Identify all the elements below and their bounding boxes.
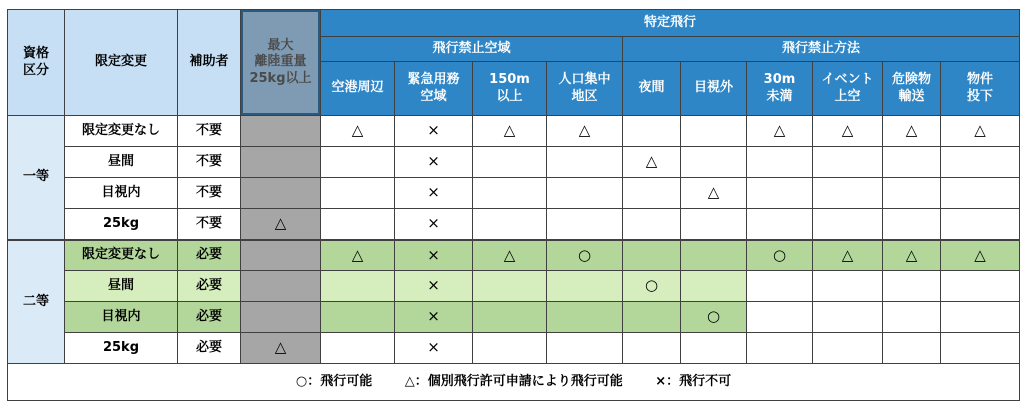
column-header-label: 150m 以上 xyxy=(489,72,530,104)
assistant-cell xyxy=(178,116,241,147)
permission-cell-text: ○ xyxy=(772,245,787,264)
permission-cell xyxy=(321,240,395,271)
limitation-cell-text: 25kg xyxy=(102,215,140,231)
permission-cell xyxy=(547,116,623,147)
assistant-cell-text: 不要 xyxy=(195,122,222,138)
permission-cell xyxy=(321,209,395,240)
limitation-cell-text: 目視内 xyxy=(101,308,141,324)
column-header xyxy=(473,62,547,116)
table-row xyxy=(8,240,1020,271)
permission-cell-text: × xyxy=(427,152,440,171)
permission-cell xyxy=(681,116,747,147)
grade-label xyxy=(8,116,65,240)
permission-cell xyxy=(623,209,681,240)
permission-cell xyxy=(681,178,747,209)
permission-cell-text: △ xyxy=(578,121,591,140)
permission-cell xyxy=(623,147,681,178)
permission-cell xyxy=(941,116,1020,147)
column-header xyxy=(547,62,623,116)
assistant-cell xyxy=(178,302,241,333)
permission-cell xyxy=(321,271,395,302)
permission-cell xyxy=(681,240,747,271)
header-assistant-text: 補助者 xyxy=(189,54,229,70)
permission-cell xyxy=(941,147,1020,178)
header-restricted-airspace-text: 飛行禁止空域 xyxy=(432,40,511,56)
column-header xyxy=(395,62,473,116)
assistant-cell-text: 不要 xyxy=(195,153,222,169)
column-header-label: 30m 未満 xyxy=(763,72,796,104)
max-weight-cell xyxy=(241,209,321,240)
table-row xyxy=(8,147,1020,178)
max-weight-cell xyxy=(241,178,321,209)
permission-cell xyxy=(813,178,883,209)
permission-cell xyxy=(747,147,813,178)
legend-possible: ○：飛行可能 xyxy=(295,373,373,389)
header-restricted-methods-text: 飛行禁止方法 xyxy=(782,40,861,56)
permission-cell-text: △ xyxy=(841,121,854,140)
column-header xyxy=(883,62,941,116)
table-row xyxy=(8,271,1020,302)
permission-cell-text: △ xyxy=(707,183,720,202)
limitation-cell xyxy=(65,302,178,333)
header-max-weight-text: 最大 離陸重量 25kg以上 xyxy=(249,38,312,86)
permission-cell-text: △ xyxy=(351,245,364,264)
assistant-cell-text: 必要 xyxy=(195,339,222,355)
permission-cell xyxy=(473,178,547,209)
table-row xyxy=(8,116,1020,147)
column-header-label: 人口集中 地区 xyxy=(558,72,611,104)
permission-cell-text: △ xyxy=(974,245,986,264)
limitation-cell xyxy=(65,271,178,302)
permission-cell xyxy=(623,302,681,333)
permission-cell xyxy=(547,302,623,333)
permission-cell xyxy=(883,147,941,178)
column-header-label: 危険物 輸送 xyxy=(891,72,931,104)
assistant-cell xyxy=(178,178,241,209)
column-header xyxy=(321,62,395,116)
permission-cell-text: △ xyxy=(503,121,516,140)
column-header-label: 空港周辺 xyxy=(331,80,384,96)
column-header-label: 目視外 xyxy=(693,80,733,96)
max-weight-cell-text: △ xyxy=(274,214,287,233)
permission-cell xyxy=(747,302,813,333)
column-header-label: イベント 上空 xyxy=(821,72,874,104)
permission-cell xyxy=(547,147,623,178)
assistant-cell xyxy=(178,333,241,364)
permission-cell xyxy=(321,333,395,364)
header-limitation-change-text: 限定変更 xyxy=(94,54,147,70)
permission-cell xyxy=(747,333,813,364)
assistant-cell xyxy=(178,240,241,271)
permission-cell xyxy=(547,333,623,364)
max-weight-cell xyxy=(241,147,321,178)
limitation-cell xyxy=(65,209,178,240)
permission-cell xyxy=(623,116,681,147)
header-qualification-text: 資格 区分 xyxy=(22,46,49,78)
permission-cell-text: × xyxy=(427,276,440,295)
permission-cell xyxy=(883,302,941,333)
legend-permit: △：個別飛行許可申請により飛行可能 xyxy=(404,373,623,389)
table-row xyxy=(8,333,1020,364)
permission-cell xyxy=(747,116,813,147)
permission-cell-text: ○ xyxy=(577,245,592,264)
permission-cell xyxy=(813,271,883,302)
max-weight-cell xyxy=(241,240,321,271)
legend xyxy=(8,364,1020,401)
permission-cell xyxy=(681,271,747,302)
assistant-cell-text: 必要 xyxy=(195,247,222,263)
permission-cell xyxy=(747,178,813,209)
permission-cell xyxy=(395,147,473,178)
assistant-cell-text: 必要 xyxy=(195,308,222,324)
permission-cell xyxy=(473,333,547,364)
permission-cell xyxy=(547,240,623,271)
permission-cell xyxy=(321,178,395,209)
permission-cell xyxy=(883,333,941,364)
permission-cell xyxy=(941,302,1020,333)
permission-cell xyxy=(473,147,547,178)
permission-cell xyxy=(395,271,473,302)
permission-cell xyxy=(813,333,883,364)
permission-cell xyxy=(473,209,547,240)
permission-cell xyxy=(813,302,883,333)
grade-text: 一等 xyxy=(22,169,49,185)
column-header-label: 物件 投下 xyxy=(967,72,994,104)
permission-cell-text: × xyxy=(427,214,440,233)
permission-cell-text: △ xyxy=(773,121,786,140)
permission-cell xyxy=(681,209,747,240)
max-weight-cell-text: △ xyxy=(274,338,287,357)
permission-cell xyxy=(883,178,941,209)
permission-cell xyxy=(623,240,681,271)
limitation-cell-text: 昼間 xyxy=(107,153,134,169)
permission-cell xyxy=(883,271,941,302)
permission-cell xyxy=(941,209,1020,240)
permission-cell xyxy=(473,240,547,271)
max-weight-cell xyxy=(241,116,321,147)
limitation-cell-text: 限定変更なし xyxy=(81,122,160,138)
permission-cell xyxy=(747,209,813,240)
column-header xyxy=(747,62,813,116)
table-row xyxy=(8,178,1020,209)
max-weight-cell xyxy=(241,333,321,364)
permission-cell xyxy=(623,333,681,364)
column-header xyxy=(941,62,1020,116)
permission-cell xyxy=(623,178,681,209)
table-row xyxy=(8,209,1020,240)
limitation-cell-text: 目視内 xyxy=(101,184,141,200)
permission-cell-text: △ xyxy=(905,245,918,264)
permission-cell-text: × xyxy=(427,121,440,140)
assistant-cell-text: 必要 xyxy=(195,277,222,293)
limitation-cell-text: 25kg xyxy=(102,339,140,355)
permission-cell xyxy=(321,116,395,147)
permission-cell xyxy=(681,302,747,333)
permission-cell xyxy=(473,271,547,302)
limitation-cell xyxy=(65,178,178,209)
permission-cell-text: × xyxy=(427,245,440,264)
permission-cell xyxy=(941,178,1020,209)
header-assistant xyxy=(178,10,241,116)
assistant-cell-text: 不要 xyxy=(195,215,222,231)
limitation-cell xyxy=(65,240,178,271)
permission-cell xyxy=(813,116,883,147)
permission-cell xyxy=(321,147,395,178)
column-header xyxy=(813,62,883,116)
column-header-label: 緊急用務 空域 xyxy=(407,72,460,104)
column-header xyxy=(623,62,681,116)
column-header-label: 夜間 xyxy=(638,80,665,96)
header-limitation-change xyxy=(65,10,178,116)
permission-cell xyxy=(395,209,473,240)
permission-cell xyxy=(681,333,747,364)
limitation-cell xyxy=(65,116,178,147)
permission-cell xyxy=(813,147,883,178)
header-tokutei-hiko-text: 特定飛行 xyxy=(644,14,697,30)
permission-cell xyxy=(395,116,473,147)
permission-cell-text: × xyxy=(427,183,440,202)
header-max-weight xyxy=(241,10,321,116)
permission-cell xyxy=(623,271,681,302)
permission-cell-text: △ xyxy=(503,245,516,264)
header-restricted-airspace xyxy=(321,37,623,62)
permission-cell xyxy=(941,333,1020,364)
permission-cell-text: △ xyxy=(841,245,854,264)
permission-cell-text: × xyxy=(427,307,440,326)
permission-cell-text: × xyxy=(427,338,440,357)
max-weight-cell xyxy=(241,302,321,333)
permission-cell xyxy=(883,116,941,147)
permission-cell xyxy=(547,178,623,209)
assistant-cell xyxy=(178,147,241,178)
permission-cell xyxy=(473,302,547,333)
permission-cell-text: △ xyxy=(351,121,364,140)
permission-cell xyxy=(395,240,473,271)
permission-cell-text: △ xyxy=(974,121,986,140)
permission-cell xyxy=(813,209,883,240)
permission-cell xyxy=(547,209,623,240)
max-weight-cell xyxy=(241,271,321,302)
assistant-cell xyxy=(178,209,241,240)
permission-cell xyxy=(941,240,1020,271)
table-row xyxy=(8,302,1020,333)
permission-cell xyxy=(813,240,883,271)
permission-cell xyxy=(883,240,941,271)
limitation-cell-text: 昼間 xyxy=(107,277,134,293)
legend-impossible: ×：飛行不可 xyxy=(655,373,732,389)
permission-cell xyxy=(547,271,623,302)
grade-text: 二等 xyxy=(22,293,49,309)
permission-cell xyxy=(321,302,395,333)
limitation-cell xyxy=(65,147,178,178)
limitation-cell xyxy=(65,333,178,364)
column-header xyxy=(681,62,747,116)
limitation-cell-text: 限定変更なし xyxy=(81,247,160,263)
flight-permission-table xyxy=(7,9,1020,401)
permission-cell xyxy=(681,147,747,178)
permission-cell-text: △ xyxy=(645,152,658,171)
assistant-cell xyxy=(178,271,241,302)
permission-cell xyxy=(747,240,813,271)
permission-cell xyxy=(473,116,547,147)
permission-cell-text: △ xyxy=(905,121,918,140)
permission-cell xyxy=(747,271,813,302)
permission-cell xyxy=(395,178,473,209)
grade-label xyxy=(8,240,65,364)
permission-cell-text: ○ xyxy=(644,276,659,295)
permission-cell-text: ○ xyxy=(706,307,721,326)
permission-cell xyxy=(883,209,941,240)
assistant-cell-text: 不要 xyxy=(195,184,222,200)
permission-cell xyxy=(941,271,1020,302)
header-restricted-methods xyxy=(623,37,1020,62)
permission-cell xyxy=(395,302,473,333)
header-tokutei-hiko xyxy=(321,10,1020,37)
table-body xyxy=(8,116,1020,364)
header-qualification xyxy=(8,10,65,116)
permission-cell xyxy=(395,333,473,364)
